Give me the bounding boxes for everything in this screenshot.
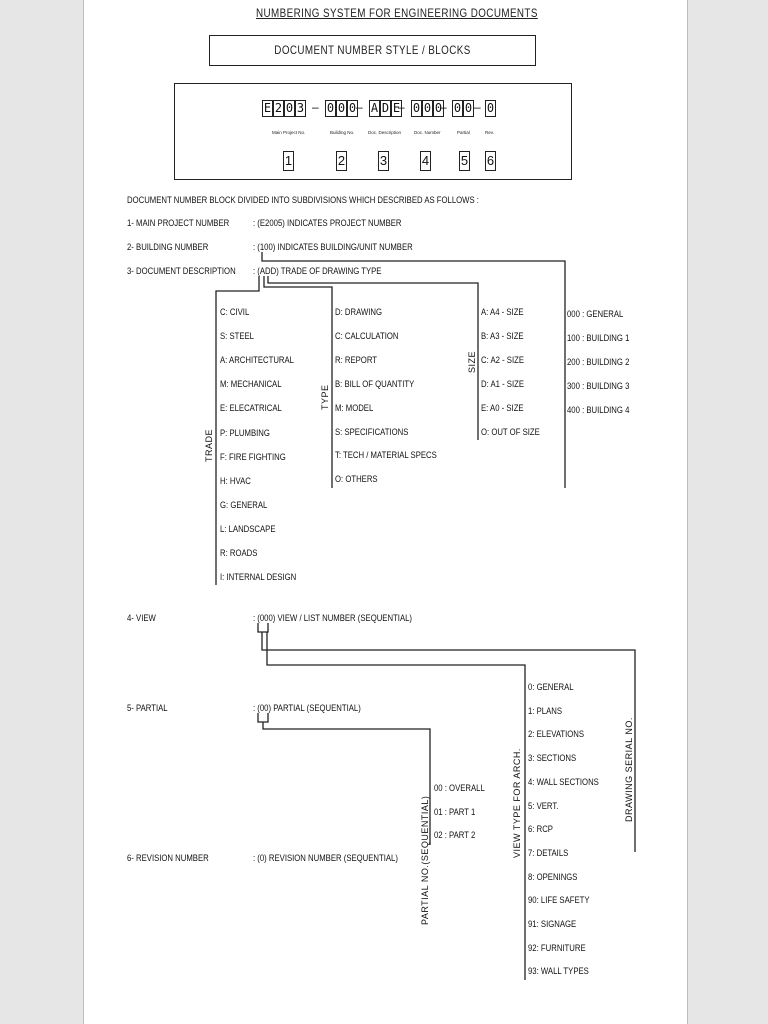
code-char: 0 [337,101,346,115]
view-item: 93: WALL TYPES [528,966,589,977]
code-char: 0 [486,101,495,115]
code-label: Rev. [485,130,494,135]
serial-caption: DRAWING SERIAL NO. [624,717,634,822]
building-item: 100 : BUILDING 1 [567,333,630,343]
trade-item: E: ELECATRICAL [220,403,282,414]
code-char: A [370,101,379,115]
type-caption: TYPE [320,384,330,410]
code-char: E [392,101,401,115]
partial-list-connector [263,722,430,845]
view-item: 92: FURNITURE [528,942,586,953]
item-5-label: 5- PARTIAL [127,703,168,713]
code-dash: – [356,100,363,114]
serial-connector [258,623,268,632]
type-item: B: BILL OF QUANTITY [335,378,415,389]
code-label: Partial [457,130,470,135]
building-item: 000 : GENERAL [567,309,624,319]
partial-item: 00 : OVERALL [434,783,485,793]
trade-item: H: HVAC [220,475,251,486]
size-item: D: A1 - SIZE [481,379,525,389]
code-dash: – [474,100,481,114]
trade-item: L: LANDSCAPE [220,523,276,534]
size-item: B: A3 - SIZE [481,331,524,341]
code-number: 6 [485,151,496,171]
code-number: 3 [378,151,389,171]
trade-item: F: FIRE FIGHTING [220,451,286,462]
item-5-desc: : (00) PARTIAL (SEQUENTIAL) [253,703,361,713]
item-1-desc: : (E2005) INDICATES PROJECT NUMBER [253,218,402,228]
code-char: 3 [296,101,305,115]
code-dash: – [312,100,319,114]
view-item: 8: OPENINGS [528,871,578,882]
intro-text: DOCUMENT NUMBER BLOCK DIVIDED INTO SUBDIVISIONS WHICH DESCRIBED AS FOLLOWS : [127,195,479,205]
code-char: 0 [326,101,335,115]
view-item: 2: ELEVATIONS [528,729,585,740]
item-4-desc: : (000) VIEW / LIST NUMBER (SEQUENTIAL) [253,613,412,623]
item-1-label: 1- MAIN PROJECT NUMBER [127,218,230,228]
item-3-desc: : (ADD) TRADE OF DRAWING TYPE [253,266,382,276]
code-dash: – [440,100,447,114]
partial-item: 01 : PART 1 [434,806,476,817]
view-type-caption: VIEW TYPE FOR ARCH. [512,748,522,858]
view-item: 7: DETAILS [528,847,569,858]
type-item: T: TECH / MATERIAL SPECS [335,450,437,461]
size-item: A: A4 - SIZE [481,307,524,317]
subtitle: DOCUMENT NUMBER STYLE / BLOCKS [274,43,471,57]
code-char: 0 [423,101,432,115]
code-char: 0 [412,101,421,115]
code-char: 0 [348,101,357,115]
size-item: E: A0 - SIZE [481,403,524,413]
code-label: Doc. Description [368,130,402,135]
code-char: 0 [434,101,443,115]
type-item: M: MODEL [335,402,374,413]
trade-item: R: ROADS [220,548,258,558]
code-label: Main Project No. [272,130,306,135]
code-dash: – [398,100,405,114]
type-item: D: DRAWING [335,307,383,317]
code-label: Doc. Number [414,130,441,135]
code-number: 4 [420,151,431,171]
size-item: C: A2 - SIZE [481,355,525,365]
partial-connector [258,713,268,722]
view-item: 5: VERT. [528,800,559,811]
code-number: 5 [459,151,470,171]
code-char: D [381,101,390,115]
code-number: 2 [336,151,347,171]
page-title: NUMBERING SYSTEM FOR ENGINEERING DOCUMENTS [256,6,538,20]
code-char: 0 [285,101,294,115]
trade-item: P: PLUMBING [220,427,270,438]
code-label: Building No. [330,130,355,135]
trade-item: G: GENERAL [220,499,268,510]
trade-item: S: STEEL [220,331,254,342]
code-char: 0 [453,101,462,115]
view-item: 1: PLANS [528,705,562,716]
building-item: 400 : BUILDING 4 [567,405,630,415]
type-item: O: OTHERS [335,474,378,485]
size-caption: SIZE [467,350,477,373]
trade-item: M: MECHANICAL [220,379,282,390]
item-6-desc: : (0) REVISION NUMBER (SEQUENTIAL) [253,853,398,863]
trade-item: C: CIVIL [220,307,250,317]
trade-item: A: ARCHITECTURAL [220,355,294,366]
building-item: 300 : BUILDING 3 [567,381,630,391]
type-item: R: REPORT [335,354,378,365]
view-item: 90: LIFE SAFETY [528,895,590,906]
item-4-label: 4- VIEW [127,613,156,623]
trade-item: I: INTERNAL DESIGN [220,572,297,583]
trade-caption: TRADE [204,428,214,462]
partial-item: 02 : PART 2 [434,830,476,840]
item-3-label: 3- DOCUMENT DESCRIPTION [127,266,236,276]
code-char: 2 [274,101,283,115]
item-2-label: 2- BUILDING NUMBER [127,242,209,252]
code-number: 1 [283,151,294,171]
size-item: O: OUT OF SIZE [481,427,540,437]
partial-caption: PARTIAL NO.(SEQUENTIAL) [420,795,430,925]
code-char: E [263,101,272,115]
item-6-label: 6- REVISION NUMBER [127,853,209,863]
building-item: 200 : BUILDING 2 [567,357,630,367]
code-char: 0 [464,101,473,115]
view-item: 0: GENERAL [528,682,574,692]
type-item: S: SPECIFICATIONS [335,426,409,437]
type-item: C: CALCULATION [335,330,399,341]
view-item: 4: WALL SECTIONS [528,776,599,787]
item-2-desc: : (100) INDICATES BUILDING/UNIT NUMBER [253,242,413,252]
view-type-connector [267,632,525,980]
view-item: 6: RCP [528,824,553,835]
view-item: 3: SECTIONS [528,753,577,764]
view-item: 91: SIGNAGE [528,919,577,929]
